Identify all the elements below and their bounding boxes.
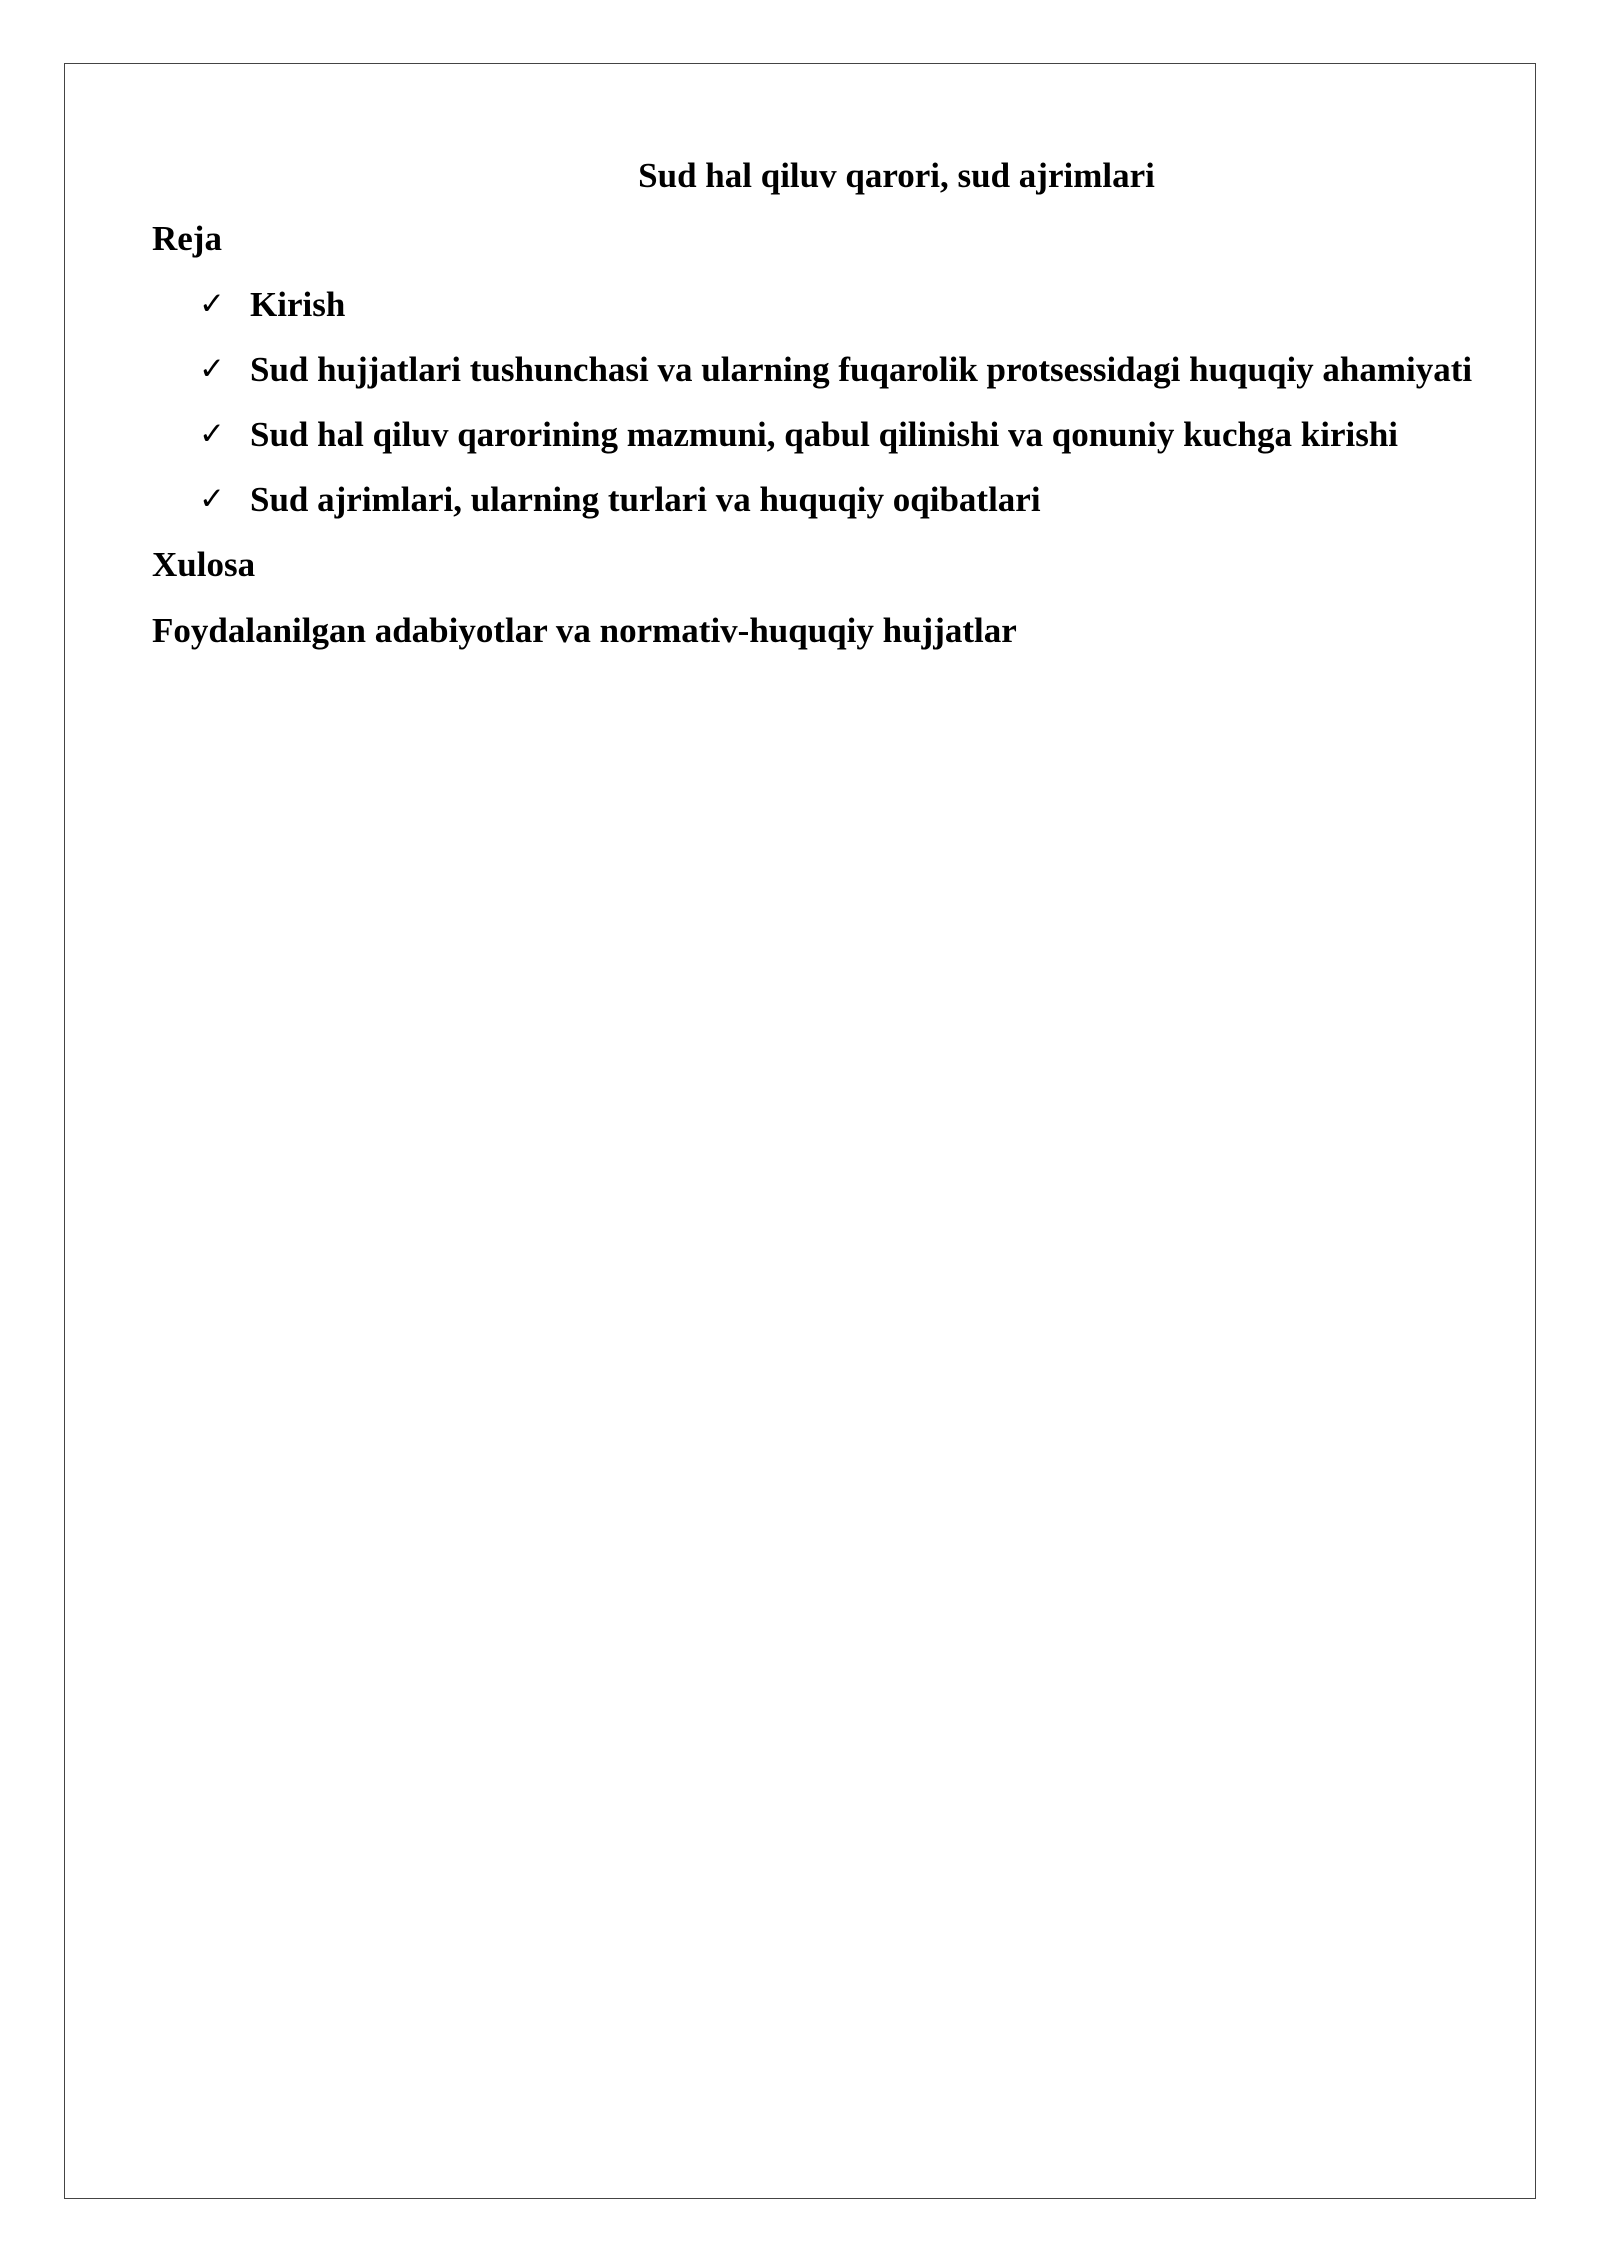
plan-item [152, 467, 1487, 532]
check-mark-icon: ✓ [199, 481, 225, 517]
plan-item-text: Sud hujjatlari tushunchasi va ularning fuqarolik protsessidagi huquqiy ahamiyati [250, 350, 1473, 389]
check-mark-icon: ✓ [199, 286, 225, 322]
check-mark-icon: ✓ [199, 351, 225, 387]
plan-item [152, 272, 1487, 337]
plan-item-text: Kirish [250, 285, 346, 324]
plan-item-text: Sud hal qiluv qarorining mazmuni, qabul qilinishi va qonuniy kuchga kirishi [250, 415, 1399, 454]
document-body [152, 146, 1487, 664]
check-mark-icon: ✓ [199, 416, 225, 452]
plan-item [152, 337, 1487, 402]
document-title: Sud hal qiluv qarori, sud ajrimlari [638, 156, 1155, 195]
plan-item [152, 402, 1487, 467]
references-heading: Foydalanilgan adabiyotlar va normativ-huquqiy hujjatlar [152, 611, 1017, 650]
plan-item-text: Sud ajrimlari, ularning turlari va huquqiy oqibatlari [250, 480, 1041, 519]
plan-heading: Reja [152, 219, 222, 258]
conclusion-heading: Xulosa [152, 545, 256, 584]
plan-list [152, 272, 1487, 532]
